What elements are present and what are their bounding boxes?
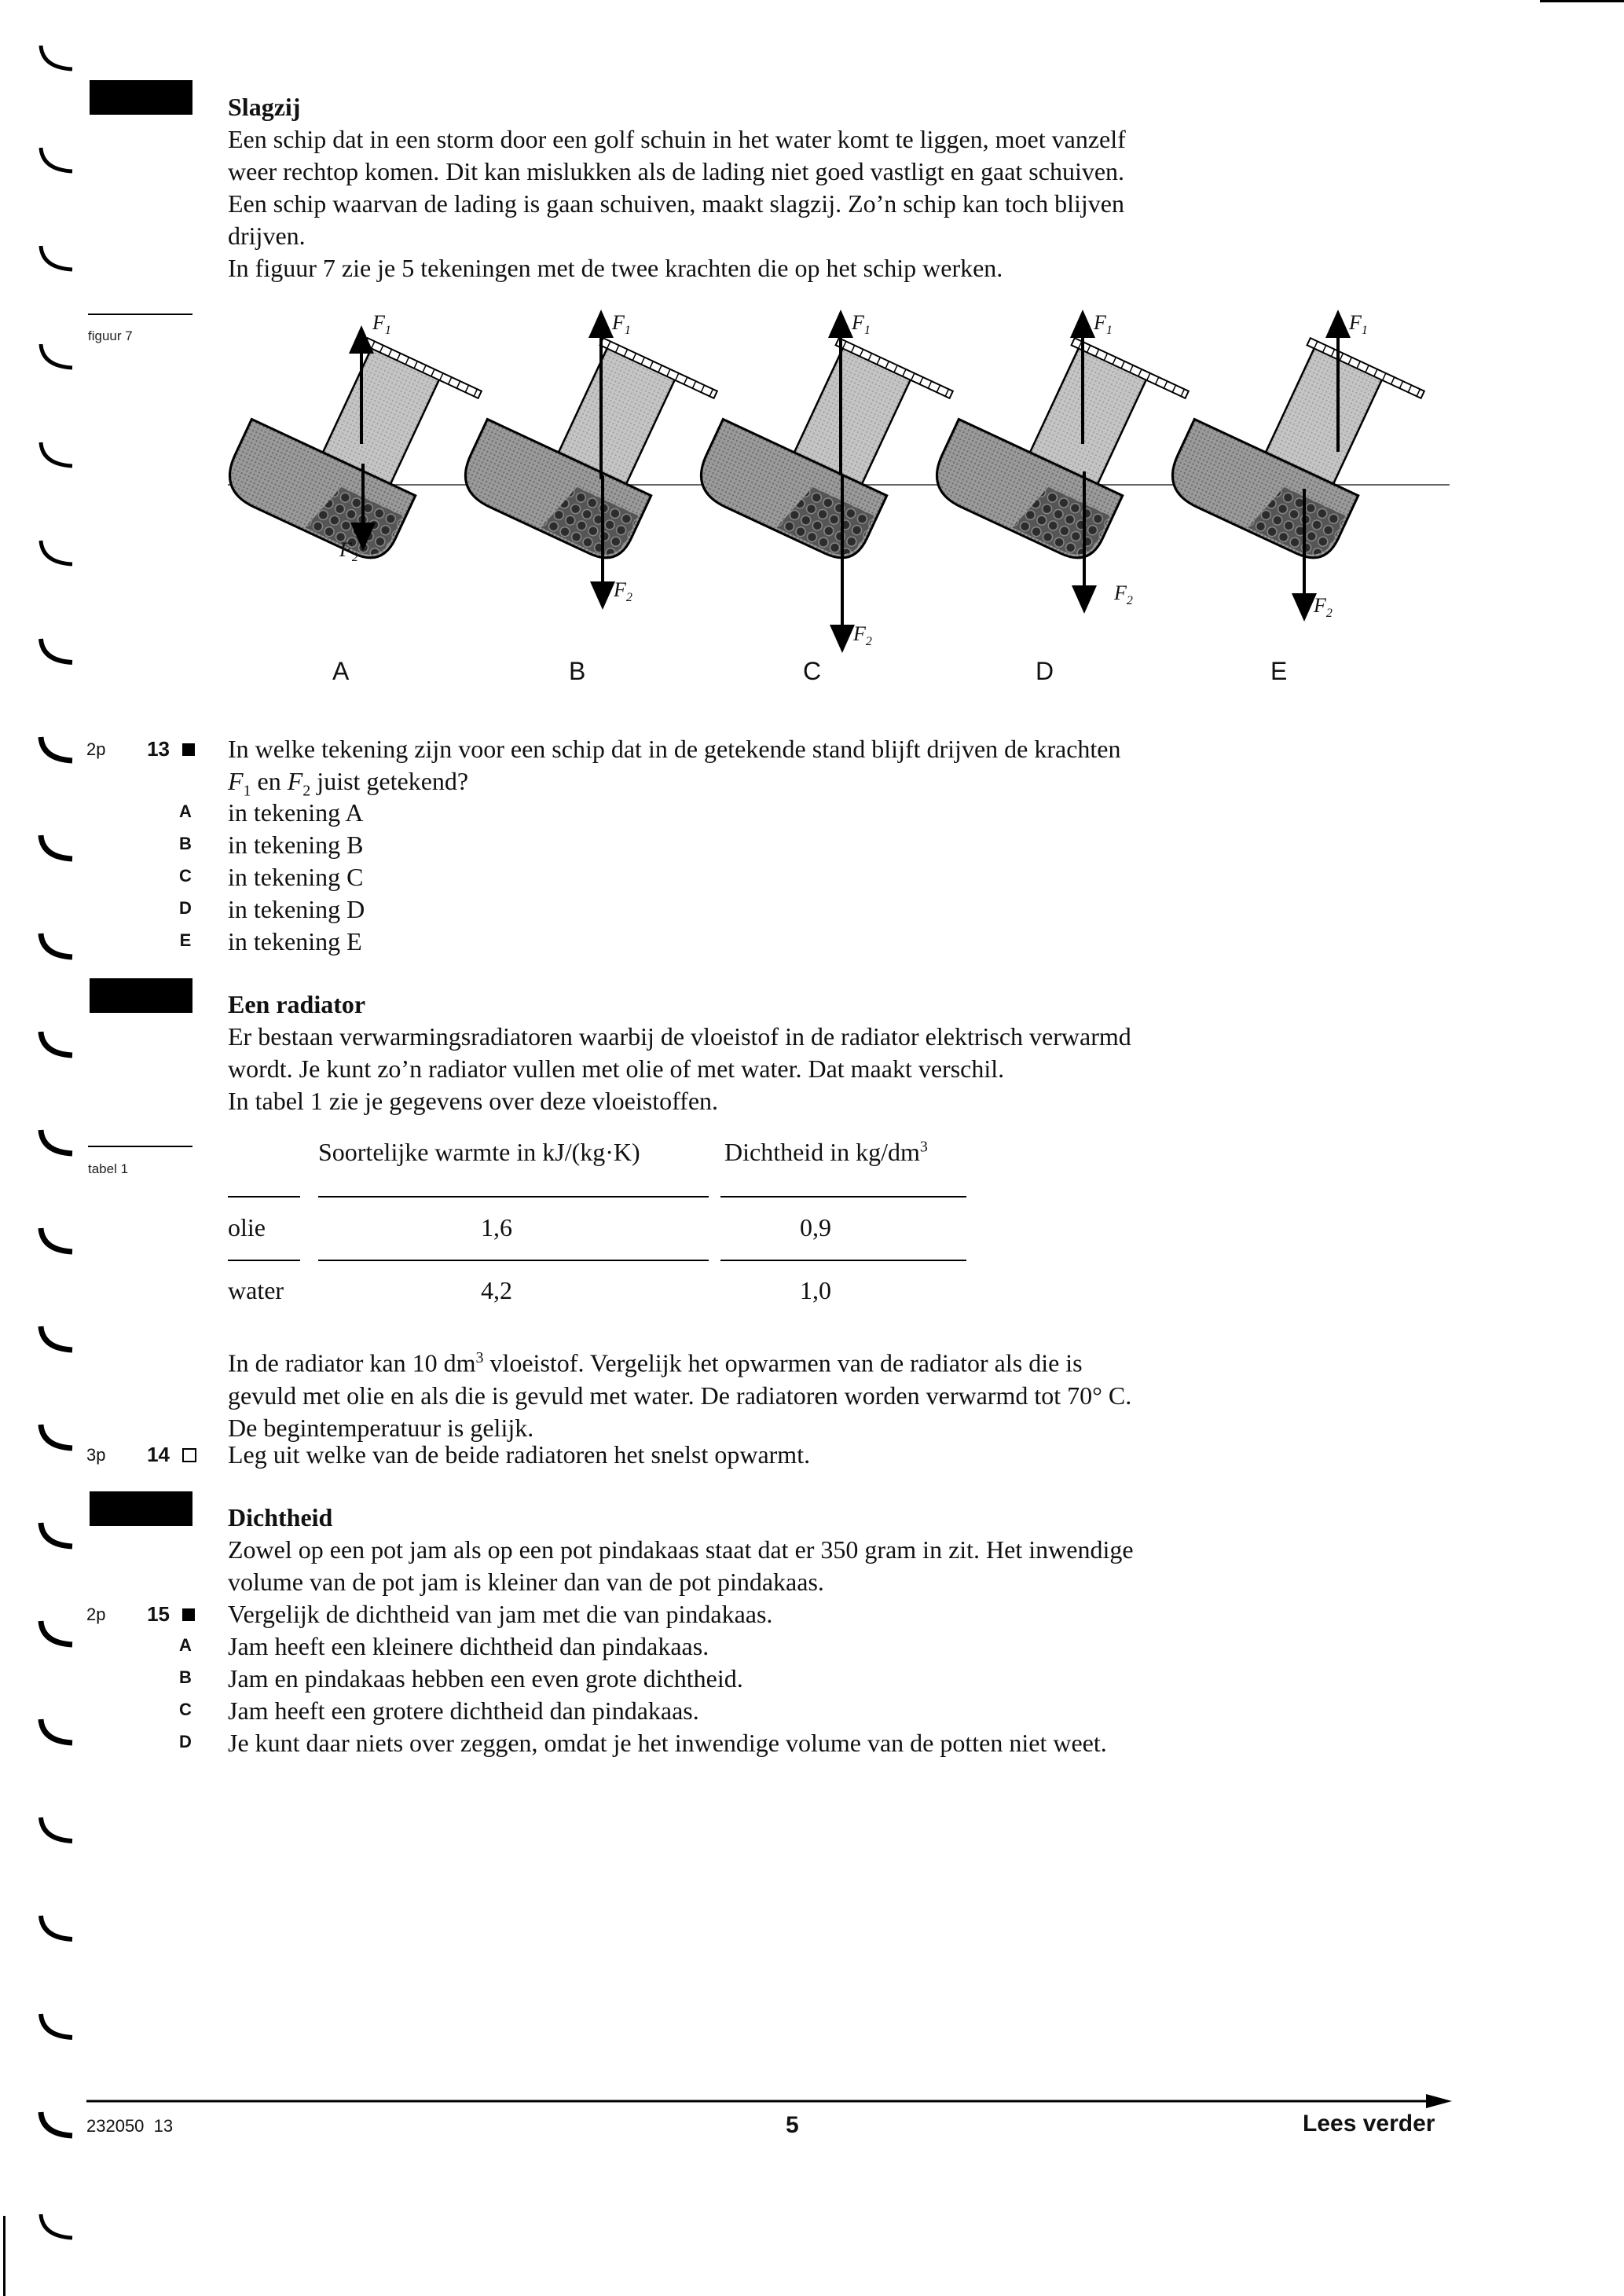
force-label-f2-e: $F_2$ bbox=[1314, 594, 1333, 621]
option-letter: D bbox=[179, 898, 192, 918]
force-arrows-b bbox=[601, 322, 603, 597]
section-radiator bbox=[228, 988, 1485, 1117]
force-arrows-c bbox=[841, 322, 842, 640]
left-edge-line bbox=[3, 2216, 5, 2296]
binder-hook-mark bbox=[35, 1418, 82, 1458]
paragraph-line: Een schip waarvan de lading is gaan schuiven, maakt slagzij. Zo’n schip kan toch blijven bbox=[228, 189, 1124, 218]
table-row-name: olie bbox=[228, 1213, 266, 1242]
option-letter: E bbox=[179, 930, 192, 950]
paragraph-line: Zowel op een pot jam als op een pot pindakaas staat dat er 350 gram in zit. Het inwendige bbox=[228, 1535, 1134, 1564]
table-rule-line bbox=[720, 1260, 966, 1261]
section-slagzij bbox=[228, 91, 1485, 284]
option-text: Je kunt daar niets over zeggen, omdat je het inwendige volume van de potten niet weet. bbox=[228, 1729, 1107, 1757]
binder-hook-mark bbox=[35, 1713, 82, 1752]
force-label-f1-b: $F_1$ bbox=[612, 311, 631, 338]
table-rule-line bbox=[228, 1196, 300, 1198]
force-label-f1-d: $F_1$ bbox=[1094, 311, 1113, 338]
footer-arrow-rule bbox=[86, 2090, 1454, 2109]
binder-hook-mark bbox=[35, 1517, 82, 1556]
question-14-text: Leg uit welke van de beide radiatoren het snelst opwarmt. bbox=[228, 1440, 811, 1469]
option-letter: B bbox=[179, 834, 192, 853]
binder-hook-mark bbox=[35, 1615, 82, 1654]
panel-label-c: C bbox=[803, 657, 822, 685]
option-text: Jam heeft een kleinere dichtheid dan pindakaas. bbox=[228, 1632, 709, 1660]
binder-hook-mark bbox=[35, 2008, 82, 2047]
section-marker bbox=[90, 978, 192, 1013]
footer-lees-verder: Lees verder bbox=[1303, 2111, 1435, 2136]
force-label-f1-a: $F_1$ bbox=[372, 311, 391, 338]
table-header-specific-heat: Soortelijke warmte in kJ/(kg·K) bbox=[318, 1138, 640, 1166]
table-rule-line bbox=[318, 1196, 709, 1198]
binder-hook-mark bbox=[35, 731, 82, 770]
binder-hook-mark bbox=[35, 633, 82, 672]
force-label-f1-e: $F_1$ bbox=[1349, 311, 1368, 338]
force-label-f2-a: $F_2$ bbox=[339, 538, 358, 565]
radiator-paragraph-2 bbox=[228, 1342, 1485, 1444]
binder-hook-mark bbox=[35, 2106, 82, 2145]
option-letter: B bbox=[179, 1667, 192, 1687]
paragraph-line: In tabel 1 zie je gegevens over deze vloeistoffen. bbox=[228, 1087, 719, 1115]
paragraph-line: volume van de pot jam is kleiner dan van de pot pindakaas. bbox=[228, 1568, 824, 1596]
paragraph-line: Er bestaan verwarmingsradiatoren waarbij de vloeistof in de radiator elektrisch verwarmd bbox=[228, 1022, 1131, 1051]
force-arrows-a bbox=[361, 338, 363, 538]
question-number: 15 bbox=[147, 1602, 170, 1626]
binder-hook-mark bbox=[35, 1025, 82, 1065]
force-label-f2-c: $F_2$ bbox=[853, 622, 872, 649]
binder-hook-mark bbox=[35, 39, 82, 79]
binder-hook-mark bbox=[35, 141, 82, 181]
binder-hook-mark bbox=[35, 436, 82, 475]
option-letter: A bbox=[179, 801, 192, 821]
table-cell-specific-heat: 1,6 bbox=[481, 1213, 512, 1242]
table-row-name: water bbox=[228, 1276, 284, 1304]
figure-rule bbox=[88, 314, 192, 315]
binder-hook-mark bbox=[35, 1811, 82, 1850]
force-label-f2-d: $F_2$ bbox=[1114, 581, 1133, 608]
paragraph-line: wordt. Je kunt zo’n radiator vullen met olie of met water. Dat maakt verschil. bbox=[228, 1054, 1005, 1083]
panel-label-e: E bbox=[1270, 657, 1288, 685]
paragraph-line: Een schip dat in een storm door een golf schuin in het water komt te liggen, moet vanzelf bbox=[228, 125, 1126, 153]
option-text: in tekening E bbox=[228, 927, 362, 955]
table-rule-line bbox=[720, 1196, 966, 1198]
binder-hook-mark bbox=[35, 829, 82, 868]
table-label: tabel 1 bbox=[88, 1161, 129, 1176]
section-marker bbox=[90, 80, 192, 115]
paragraph-line: drijven. bbox=[228, 222, 306, 250]
question-line: $F_1$ en $F_2$ juist getekend? bbox=[228, 767, 469, 800]
question-number-13 bbox=[79, 737, 216, 761]
ship-drawing-d bbox=[926, 308, 1189, 574]
table-header-density: Dichtheid in $kg/dm^3$ bbox=[724, 1138, 928, 1166]
section-dichtheid bbox=[228, 1502, 1485, 1598]
binder-hook-mark bbox=[35, 240, 82, 279]
paragraph-line: In de radiator kan 10 $dm^3$ vloeistof. Vergelijk het opwarmen van de radiator als die is bbox=[228, 1348, 1083, 1377]
figure-ships bbox=[220, 306, 1454, 707]
paragraph-line: gevuld met olie en als die is gevuld met water. De radiatoren worden verwarmd tot 70° C. bbox=[228, 1381, 1132, 1410]
paragraph-line: In figuur 7 zie je 5 tekeningen met de twee krachten die op het schip werken. bbox=[228, 254, 1003, 282]
option-text: in tekening C bbox=[228, 863, 364, 891]
table-rule bbox=[88, 1146, 192, 1147]
option-text: in tekening A bbox=[228, 798, 364, 827]
table-cell-density: 0,9 bbox=[800, 1213, 831, 1242]
question-line: In welke tekening zijn voor een schip dat in de getekende stand blijft drijven de krachten bbox=[228, 735, 1121, 763]
table-rule-line bbox=[318, 1260, 709, 1261]
binder-hook-mark bbox=[35, 1909, 82, 1949]
binder-hook-mark bbox=[35, 1320, 82, 1359]
section-heading: Dichtheid bbox=[228, 1503, 333, 1531]
question-15-text: Vergelijk de dichtheid van jam met die van pindakaas. bbox=[228, 1600, 773, 1628]
multiple-choice-marker bbox=[182, 743, 195, 756]
binder-hook-mark bbox=[35, 1222, 82, 1261]
force-label-f2-b: $F_2$ bbox=[614, 578, 632, 605]
panel-label-b: B bbox=[569, 657, 586, 685]
table-cell-density: 1,0 bbox=[800, 1276, 831, 1304]
question-13-text bbox=[228, 733, 1485, 807]
question-points: 2p bbox=[86, 1604, 106, 1624]
binder-hook-mark bbox=[35, 927, 82, 966]
ship-drawing-c bbox=[690, 308, 953, 574]
binder-hook-mark bbox=[35, 1124, 82, 1163]
option-letter: C bbox=[179, 866, 192, 886]
figure-label: figuur 7 bbox=[88, 328, 133, 343]
option-letter: A bbox=[179, 1635, 192, 1655]
ship-drawing-b bbox=[454, 308, 717, 574]
binder-hook-mark bbox=[35, 534, 82, 574]
section-marker bbox=[90, 1491, 192, 1526]
binder-hook-mark bbox=[35, 338, 82, 377]
option-text: in tekening B bbox=[228, 831, 364, 859]
question-number-14 bbox=[79, 1443, 216, 1467]
question-points: 3p bbox=[86, 1444, 106, 1465]
paragraph-line: De begintemperatuur is gelijk. bbox=[228, 1413, 534, 1442]
option-text: Jam heeft een grotere dichtheid dan pindakaas. bbox=[228, 1696, 699, 1725]
option-text: in tekening D bbox=[228, 895, 365, 923]
question-number-15 bbox=[79, 1602, 216, 1627]
ship-drawing-a bbox=[220, 308, 482, 574]
question-points: 2p bbox=[86, 739, 106, 759]
section-heading: Slagzij bbox=[228, 93, 301, 121]
ship-drawing-e bbox=[1161, 308, 1424, 574]
footer-exam-code: 232050 13 bbox=[86, 2116, 174, 2136]
panel-label-a: A bbox=[332, 657, 350, 685]
multiple-choice-marker bbox=[182, 1608, 195, 1621]
question-number: 13 bbox=[147, 737, 170, 761]
force-label-f1-c: $F_1$ bbox=[852, 311, 871, 338]
binder-hook-mark bbox=[35, 2208, 82, 2247]
section-heading: Een radiator bbox=[228, 990, 366, 1018]
panel-label-d: D bbox=[1036, 657, 1054, 685]
top-right-rule bbox=[1540, 0, 1624, 2]
option-letter: C bbox=[179, 1700, 192, 1719]
open-question-marker bbox=[182, 1448, 196, 1462]
option-text: Jam en pindakaas hebben een even grote dichtheid. bbox=[228, 1664, 743, 1693]
question-number: 14 bbox=[147, 1443, 170, 1466]
footer-page-number: 5 bbox=[786, 2112, 799, 2138]
paragraph-line: weer rechtop komen. Dit kan mislukken als de lading niet goed vastligt en gaat schuiven. bbox=[228, 157, 1125, 185]
table-cell-specific-heat: 4,2 bbox=[481, 1276, 512, 1304]
table-rule-line bbox=[228, 1260, 300, 1261]
option-letter: D bbox=[179, 1732, 192, 1751]
